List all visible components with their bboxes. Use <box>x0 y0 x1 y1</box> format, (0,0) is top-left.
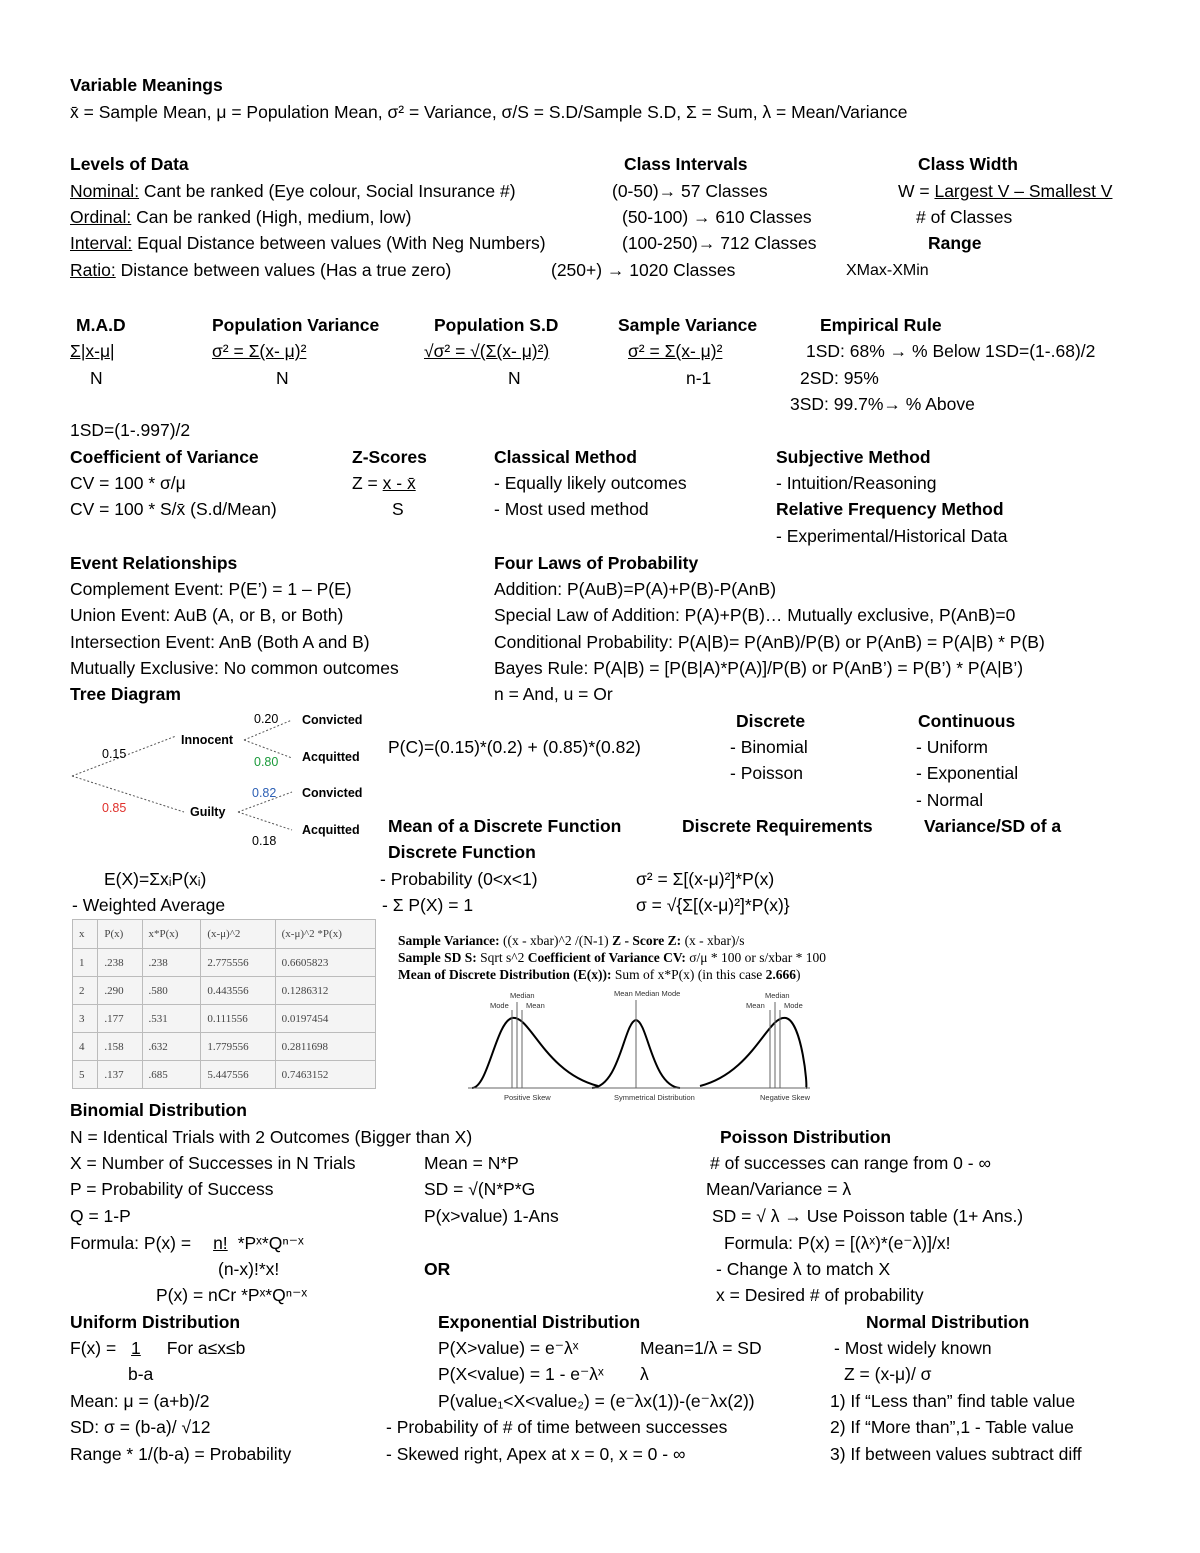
pop-variance-numerator: σ² = Σ(x- μ)² <box>212 341 307 361</box>
poisson-heading: Poisson Distribution <box>720 1127 892 1147</box>
negative-mode-label: Mode <box>784 1001 803 1010</box>
table-cell: 3 <box>73 1005 98 1033</box>
binomial-line-2: X = Number of Successes in N Trials <box>70 1153 356 1173</box>
law-addition: Addition: P(AuB)=P(A)+P(B)-P(AnB) <box>494 579 777 599</box>
symmetric-top-label: Mean Median Mode <box>614 989 681 998</box>
poisson-formula: Formula: P(x) = [(λˣ)*(e⁻λ)]/x! <box>724 1233 951 1253</box>
uniform-range: Range * 1/(b-a) = Probability <box>70 1444 292 1464</box>
continuous-normal: - Normal <box>916 790 984 810</box>
tree-p-gc: 0.82 <box>252 786 277 800</box>
normal-line-3: 1) If “Less than” find table value <box>830 1391 1076 1411</box>
mad-heading: M.A.D <box>76 315 126 335</box>
pop-sd-denominator: N <box>508 368 521 388</box>
discrete-table <box>72 919 376 1089</box>
sample-variance-numerator: σ² = Σ(x- μ)² <box>628 341 723 361</box>
zscore-heading: Z-Scores <box>352 447 427 467</box>
pop-sd-heading: Population S.D <box>434 315 559 335</box>
event-complement: Complement Event: P(E’) = 1 – P(E) <box>70 579 352 599</box>
discrete-function-heading: Discrete Function <box>388 842 536 862</box>
uniform-formula-denominator: b-a <box>128 1364 154 1384</box>
tree-heading: Tree Diagram <box>70 684 181 704</box>
variable-meanings-heading: Variable Meanings <box>70 75 223 95</box>
class-width-denominator: # of Classes <box>916 207 1013 227</box>
tree-branch-ga <box>238 812 292 830</box>
cv-line-2: CV = 100 * S/x̄ (S.d/Mean) <box>70 499 277 519</box>
table-row <box>73 1005 376 1033</box>
positive-mode-label: Mode <box>490 1001 509 1010</box>
poisson-line-1: # of successes can range from 0 - ∞ <box>710 1153 991 1173</box>
normal-line-1: - Most widely known <box>834 1338 992 1358</box>
class-interval-2: (50-100) → 610 Classes <box>622 207 812 227</box>
class-intervals-heading: Class Intervals <box>624 154 748 174</box>
discrete-req-1: - Probability (0<x<1) <box>380 869 538 889</box>
table-cell: .177 <box>98 1005 142 1033</box>
pop-variance-denominator: N <box>276 368 289 388</box>
normal-heading: Normal Distribution <box>866 1312 1030 1332</box>
event-union: Union Event: AuB (A, or B, or Both) <box>70 605 344 625</box>
law-special-addition: Special Law of Addition: P(A)+P(B)… Mutually exclusive, P(AnB)=0 <box>494 605 1016 625</box>
table-header: x*P(x) <box>142 920 201 949</box>
uniform-mean: Mean: μ = (a+b)/2 <box>70 1391 210 1411</box>
positive-median-label: Median <box>510 991 535 1000</box>
positive-caption: Positive Skew <box>504 1093 551 1102</box>
table-cell: 0.7463152 <box>275 1061 375 1089</box>
table-cell: 0.0197454 <box>275 1005 375 1033</box>
normal-line-5: 3) If between values subtract diff <box>830 1444 1082 1464</box>
discrete-variance-heading: Variance/SD of a <box>924 816 1062 836</box>
negative-mean-label: Mean <box>746 1001 765 1010</box>
exponential-line-4: - Probability of # of time between successes <box>386 1417 728 1437</box>
table-row <box>73 1033 376 1061</box>
poisson-line-2: Mean/Variance = λ <box>706 1179 852 1199</box>
symmetric-caption: Symmetrical Distribution <box>614 1093 695 1102</box>
tree-acquitted-1: Acquitted <box>302 750 360 764</box>
binomial-formula-denominator: (n-x)!*x! <box>218 1259 280 1279</box>
tree-p-ga: 0.18 <box>252 834 277 848</box>
tree-acquitted-2: Acquitted <box>302 823 360 837</box>
table-cell: 2 <box>73 977 98 1005</box>
subjective-line-1: - Intuition/Reasoning <box>776 473 937 493</box>
mad-numerator: Σ|x-μ| <box>70 341 115 361</box>
exponential-lambda: λ <box>640 1364 649 1384</box>
table-cell: 0.1286312 <box>275 977 375 1005</box>
tree-p-innocent: 0.15 <box>102 747 127 761</box>
class-width-formula: W = Largest V – Smallest V <box>898 181 1113 201</box>
tree-p-ic: 0.20 <box>254 712 279 726</box>
laws-heading: Four Laws of Probability <box>494 553 699 573</box>
binomial-p-greater: P(x>value) 1-Ans <box>424 1206 559 1226</box>
classical-line-2: - Most used method <box>494 499 649 519</box>
table-cell: 1 <box>73 949 98 977</box>
tree-guilty: Guilty <box>190 805 226 819</box>
event-intersection: Intersection Event: AnB (Both A and B) <box>70 632 370 652</box>
tree-convicted-2: Convicted <box>302 786 363 800</box>
sample-variance-heading: Sample Variance <box>618 315 758 335</box>
empirical-line-3: 3SD: 99.7%→ % Above <box>790 394 975 414</box>
exponential-line-1: P(X>value) = e⁻λˣ <box>438 1338 579 1358</box>
table-cell: 0.6605823 <box>275 949 375 977</box>
snippet-line-3: Mean of Discrete Distribution (E(x)): Sum of x*P(x) (in this case 2.666) <box>398 967 801 982</box>
discrete-var-1: σ² = Σ[(x-μ)²]*P(x) <box>636 869 775 889</box>
class-interval-1: (0-50)→ 57 Classes <box>612 181 768 201</box>
class-width-heading: Class Width <box>918 154 1018 174</box>
table-cell: 0.2811698 <box>275 1033 375 1061</box>
tree-branch-guilty <box>72 776 184 812</box>
tree-p-ia: 0.80 <box>254 755 279 769</box>
poisson-line-6: x = Desired # of probability <box>716 1285 924 1305</box>
exponential-line-2: P(X<value) = 1 - e⁻λˣ <box>438 1364 604 1384</box>
table-row <box>73 977 376 1005</box>
discrete-binomial: - Binomial <box>730 737 808 757</box>
levels-heading: Levels of Data <box>70 154 189 174</box>
table-cell: .158 <box>98 1033 142 1061</box>
skew-curves <box>468 988 810 1112</box>
table-cell: .685 <box>142 1061 201 1089</box>
binomial-mean: Mean = N*P <box>424 1153 519 1173</box>
table-row <box>73 949 376 977</box>
law-and-or: n = And, u = Or <box>494 684 613 704</box>
relative-frequency-line-1: - Experimental/Historical Data <box>776 526 1008 546</box>
continuous-uniform: - Uniform <box>916 737 988 757</box>
tree-p-guilty: 0.85 <box>102 801 127 815</box>
positive-skew-curve <box>472 1018 598 1088</box>
table-cell: 0.111556 <box>201 1005 275 1033</box>
binomial-line-3: P = Probability of Success <box>70 1179 274 1199</box>
cv-heading: Coefficient of Variance <box>70 447 259 467</box>
subjective-heading: Subjective Method <box>776 447 931 467</box>
exponential-line-5: - Skewed right, Apex at x = 0, x = 0 - ∞ <box>386 1444 686 1464</box>
poisson-line-3: SD = √ λ → Use Poisson table (1+ Ans.) <box>712 1206 1024 1226</box>
table-header-row <box>73 920 376 949</box>
negative-skew-curve <box>700 1018 806 1088</box>
normal-line-4: 2) If “More than”,1 - Table value <box>830 1417 1074 1437</box>
law-conditional: Conditional Probability: P(A|B)= P(AnB)/P(B) or P(AnB) = P(A|B) * P(B) <box>494 632 1045 652</box>
zscore-denominator: S <box>392 499 404 519</box>
table-cell: .238 <box>142 949 201 977</box>
table-cell: .290 <box>98 977 142 1005</box>
range-formula: XMax-XMin <box>846 262 929 279</box>
level-interval: Interval: Equal Distance between values (With Neg Numbers) <box>70 233 546 253</box>
table-header: P(x) <box>98 920 142 949</box>
table-cell: 4 <box>73 1033 98 1061</box>
exponential-heading: Exponential Distribution <box>438 1312 641 1332</box>
class-interval-3: (100-250)→ 712 Classes <box>622 233 817 253</box>
tree-convicted-1: Convicted <box>302 713 363 727</box>
pop-sd-numerator: √σ² = √(Σ(x- μ)²) <box>424 341 550 361</box>
discrete-var-2: σ = √{Σ[(x-μ)²]*P(x)} <box>636 895 790 915</box>
binomial-line-1: N = Identical Trials with 2 Outcomes (Bigger than X) <box>70 1127 473 1147</box>
continuous-exponential: - Exponential <box>916 763 1019 783</box>
discrete-mean-heading: Mean of a Discrete Function <box>388 816 622 836</box>
mad-denominator: N <box>90 368 103 388</box>
binomial-heading: Binomial Distribution <box>70 1100 247 1120</box>
exponential-mean: Mean=1/λ = SD <box>640 1338 762 1358</box>
snippet-line-2: Sample SD S: Sqrt s^2 Coefficient of Variance CV: σ/μ * 100 or s/xbar * 100 <box>398 950 826 965</box>
discrete-heading: Discrete <box>736 711 806 731</box>
snippet-line-1: Sample Variance: ((x - xbar)^2 /(N-1) Z - Score Z: (x - xbar)/s <box>398 933 745 948</box>
tree-pc: P(C)=(0.15)*(0.2) + (0.85)*(0.82) <box>388 737 641 757</box>
discrete-mean-note: - Weighted Average <box>72 895 226 915</box>
discrete-poisson: - Poisson <box>730 763 803 783</box>
empirical-line-2: 2SD: 95% <box>800 368 879 388</box>
tree-innocent: Innocent <box>181 733 234 747</box>
relative-frequency-heading: Relative Frequency Method <box>776 499 1004 519</box>
table-row <box>73 1061 376 1089</box>
range-heading: Range <box>928 233 982 253</box>
uniform-heading: Uniform Distribution <box>70 1312 241 1332</box>
class-interval-4: (250+) → 1020 Classes <box>551 260 736 280</box>
binomial-line-4: Q = 1-P <box>70 1206 131 1226</box>
table-cell: .632 <box>142 1033 201 1061</box>
variable-meanings-line: x̄ = Sample Mean, μ = Population Mean, σ² = Variance, σ/S = S.D/Sample S.D, Σ = Sum, λ = Mean/Variance <box>70 102 908 122</box>
table-header: (x-μ)^2 <box>201 920 275 949</box>
zscore-formula: Z = x - x̄ <box>352 473 416 493</box>
uniform-sd: SD: σ = (b-a)/ √12 <box>70 1417 211 1437</box>
binomial-formula: Formula: P(x) = n! *Pˣ*Qⁿ⁻ˣ <box>70 1233 304 1253</box>
binomial-or: OR <box>424 1259 451 1279</box>
skew-snippet <box>390 924 910 1114</box>
poisson-line-5: - Change λ to match X <box>716 1259 891 1279</box>
table-cell: 5.447556 <box>201 1061 275 1089</box>
sample-variance-denominator: n-1 <box>686 368 712 388</box>
table-cell: 5 <box>73 1061 98 1089</box>
table-cell: 2.775556 <box>201 949 275 977</box>
uniform-formula: F(x) = 1 For a≤x≤b <box>70 1338 246 1358</box>
discrete-requirements-heading: Discrete Requirements <box>682 816 873 836</box>
positive-mean-label: Mean <box>526 1001 545 1010</box>
empirical-line-4: 1SD=(1-.997)/2 <box>70 420 191 440</box>
table-cell: .531 <box>142 1005 201 1033</box>
exponential-line-3: P(value₁<X<value₂) = (e⁻λx(1))-(e⁻λx(2)) <box>438 1391 755 1411</box>
events-heading: Event Relationships <box>70 553 238 573</box>
law-bayes: Bayes Rule: P(A|B) = [P(B|A)*P(A)]/P(B) or P(AnB’) = P(B’) * P(A|B’) <box>494 658 1024 678</box>
normal-line-2: Z = (x-μ)/ σ <box>844 1364 932 1384</box>
level-nominal: Nominal: Cant be ranked (Eye colour, Social Insurance #) <box>70 181 516 201</box>
continuous-heading: Continuous <box>918 711 1016 731</box>
table-cell: .238 <box>98 949 142 977</box>
tree-diagram <box>66 704 386 850</box>
table-cell: .137 <box>98 1061 142 1089</box>
binomial-sd: SD = √(N*P*G <box>424 1179 536 1199</box>
table-cell: 1.779556 <box>201 1033 275 1061</box>
classical-heading: Classical Method <box>494 447 637 467</box>
empirical-heading: Empirical Rule <box>820 315 942 335</box>
classical-line-1: - Equally likely outcomes <box>494 473 687 493</box>
cv-line-1: CV = 100 * σ/μ <box>70 473 186 493</box>
negative-caption: Negative Skew <box>760 1093 810 1102</box>
discrete-req-2: - Σ P(X) = 1 <box>382 895 474 915</box>
level-ordinal: Ordinal: Can be ranked (High, medium, low) <box>70 207 412 227</box>
table-header: (x-μ)^2 *P(x) <box>275 920 375 949</box>
table-header: x <box>73 920 98 949</box>
event-mutually-exclusive: Mutually Exclusive: No common outcomes <box>70 658 399 678</box>
binomial-formula-2: P(x) = nCr *Pˣ*Qⁿ⁻ˣ <box>156 1285 308 1305</box>
negative-median-label: Median <box>765 991 790 1000</box>
empirical-line-1: 1SD: 68% → % Below 1SD=(1-.68)/2 <box>806 341 1096 361</box>
discrete-mean-formula: E(X)=ΣxᵢP(xᵢ) <box>104 869 207 889</box>
table-cell: .580 <box>142 977 201 1005</box>
pop-variance-heading: Population Variance <box>212 315 380 335</box>
table-cell: 0.443556 <box>201 977 275 1005</box>
level-ratio: Ratio: Distance between values (Has a true zero) <box>70 260 452 280</box>
